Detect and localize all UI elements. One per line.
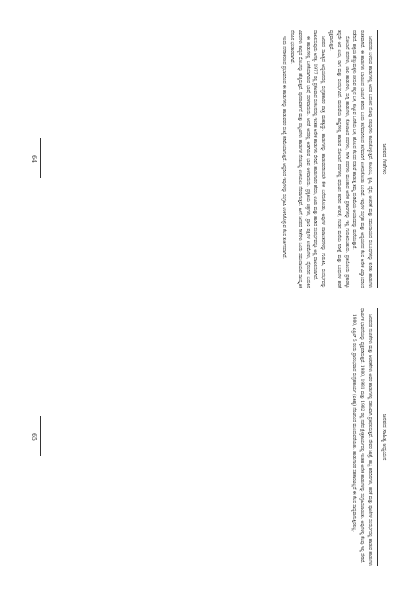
body-text	[279, 30, 373, 288]
body-text	[350, 308, 373, 566]
paragraph: ಸೋಬಾನೆ ಪದಗಳು, ಲಾಲಿ ಹಾಡುಗಳು, ಸುಗ್ಗಿ ಹಾಡುಗಳು, ಕೋಲಾಟದ ಪದಗಳು, ಗೀಗೀ ಪದಗಳು ಮುಂತಾದ ಅನೇಕ ಪ್ರಕಾರಗಳನ್ನು ಇಲ್ಲಿ ಗುರುತಿಸಬಹುದು. ಪ್ರತಿಯೊಂದು ಪ್ರಕಾರಕ್ಕೂ ತನ್ನದೇ ಆದ ಲಯ, ರಾಗ ಮತ್ತು ಸಂದರ್ಭವಿದೆ. ಮದುವೆಯ ಶಾಸ್ತ್ರಗಳಲ್ಲಿ ಹಾಡುವ ಸೋಬಾನೆ ಪದಗಳಲ್ಲಿ ವಧುವಿನ ತವರಿನ ಅಗಲಿಕೆ, ಗಂಡನ ಮನೆಯ ನಿರೀಕ್ಷೆ ಮತ್ತು ಬಂಧುಗಳ ಹರಕೆ ವ್ಯಕ್ತವಾಗುತ್ತವೆ.	[328, 30, 349, 288]
gutter	[24, 292, 390, 304]
page-number: 65	[30, 433, 37, 441]
right-page	[24, 306, 390, 568]
left-page	[24, 28, 390, 290]
page-number: 64	[30, 155, 37, 163]
running-header: ಜನಪದ ಸಾಹಿತ್ಯ ಅಧ್ಯಯನ	[381, 413, 387, 461]
paragraph: ಜನಪದ ಸಾಹಿತ್ಯದ ಅಧ್ಯಯನದಲ್ಲಿ ಸಂಗ್ರಹಕಾರರ ಪಾತ್ರ ಮಹತ್ವದ್ದು. ಹಾಡುಗಳನ್ನು ಹಾಡುವವರಿಂದಲೇ ಕೇಳಿ ಬರೆದುಕೊಂಡು, ಅವುಗಳ ಪಾಠಾಂತರಗಳನ್ನು ಗುರುತಿಸಿ, ಸಂದರ್ಭವನ್ನು ದಾಖಲಿಸುವುದು ಅಗತ್ಯ. 1977 ರಲ್ಲಿ ಪ್ರಕಟವಾದ ಸಂಕಲನದಲ್ಲಿ ಇಂತಹ ಅನೇಕ ಹಾಡುಗಳು ಸೇರಿವೆ. ಹಾಡುಗಾರರ ಹೆಸರು, ಊರು ಮತ್ತು ಹಾಡಿದ ಸಂದರ್ಭವನ್ನೂ ಅಲ್ಲಿ ದಾಖಲಿಸಲಾಗಿದೆ.	[312, 30, 326, 288]
folio-rule	[40, 138, 41, 178]
paragraph: ಈ ಹಾಡುಗಳಲ್ಲಿ ಬಳಕೆಯಾಗಿರುವ ಭಾಷೆ ಸರಳವಾದುದು. ಆದರೆ ಅದರಲ್ಲಿ ಅಡಗಿರುವ ಭಾವ ಆಳವಾದುದು. ಪ್ರಕೃತಿಯ ಚಿತ್ರಗಳು, ಪ್ರಾಣಿ ಪಕ್ಷಿಗಳ ಉಪಮೆಗಳು, ದೈನಂದಿನ ಬದುಕಿನ ವಿವರಗಳು ಕಾವ್ಯದ ಸೊಬಗನ್ನು ಹೆಚ್ಚಿಸುತ್ತವೆ. ಪುನರಾವರ್ತನೆ ಮತ್ತು ಪಲ್ಲವಿಗಳು ಹಾಡುಗಳ ನೆನಪಿನಲ್ಲಿ ಉಳಿಯಲು ನೆರವಾಗುತ್ತವೆ. ಹೀಗೆ ಜನಪದ ಗೀತೆಗಳು ಒಂದು ಸಮುದಾಯದ ಸಾಂಸ್ಕೃತಿಕ ನೆನಪಿನ ಭಂಡಾರವಾಗಿವೆ.	[289, 30, 310, 288]
rotated-scan	[24, 28, 390, 568]
running-header: ಜನಪದ ಗೀತೆಗಳು	[381, 143, 387, 175]
paragraph: ಇಂದು ನಗರೀಕರಣದ ಪ್ರಭಾವದಿಂದ ಈ ಹಾಡುಗಳನ್ನು ಹಾಡುವವರ ಸಂಖ್ಯೆ ಕಡಿಮೆಯಾಗುತ್ತಿದೆ. ಆದ್ದರಿಂದ ಇವುಗಳನ್ನು ಸಂಗ್ರಹಿಸಿ ಉಳಿಸಿಕೊಳ್ಳುವ ಕೆಲಸ ತುರ್ತಿನದಾಗಿದೆ.	[281, 36, 287, 259]
paragraph: ಜನಪದರು ಬಳಸುವ ಹಾಡುಗಳಲ್ಲಿ ಅವರ ಬದುಕಿನ ನೋವು ನಲಿವುಗಳು ಕಾಣಿಸಿಕೊಳ್ಳುತ್ತವೆ. ಕುಟುಂಬ, ಕೃಷಿ, ದೈವ, ಆಚರಣೆ ಮತ್ತು ಸಮುದಾಯದ ಸಂಬಂಧಗಳನ್ನು ಕುರಿತು ಹಾಡುಗಳು ರಚಿತವಾಗಿವೆ. ಈ ಹಾಡುಗಳು ಬಾಯಿಂದ ಬಾಯಿಗೆ ಹರಿದು ಬಂದು ತಲೆಮಾರಿನಿಂದ ತಲೆಮಾರಿಗೆ ಉಳಿದುಕೊಂಡು ಬಂದಿವೆ. ಇವುಗಳ ಸಂಗ್ರಹ ಮತ್ತು ಅಧ್ಯಯನದ ಕೆಲಸ ಅನೇಕ ವಿದ್ವಾಂಸರಿಂದ ನಡೆದಿದೆ. ಹಳ್ಳಿಯ ಹೆಣ್ಣುಮಕ್ಕಳು ಬೀಸುವ ಕಲ್ಲಿನ ಬಳಿ, ಕುಟ್ಟುವ ಒನಕೆಯ ಬಳಿ, ಹೊಲದ ಕೆಲಸದ ನಡುವೆ ಹಾಡುತ್ತ ತಮ್ಮ ದುಡಿಮೆಯ ಆಯಾಸವನ್ನು ಮರೆಯುತ್ತಾರೆ.	[351, 30, 372, 288]
folio-rule	[40, 416, 41, 456]
paragraph: ಜನಪದರ ನಂಬಿಕೆಗಳು ಮತ್ತು ಆಚರಣೆಗಳು ಅವರ ಹಾಡುಗಳಲ್ಲಿ ಸಹಜವಾಗಿ ಪ್ರತಿಫಲಿಸುತ್ತವೆ. ದೇವರ ಜಾತ್ರೆ, ಹಬ್ಬ ಹರಿದಿನಗಳು, ಹರಕೆ ಮತ್ತು ಪೂಜೆಗಳ ಸಂದರ್ಭದಲ್ಲಿ ಹಾಡುವ ಹಾಡುಗಳು ಧಾರ್ಮಿಕ ಭಾವನೆಯನ್ನು ವ್ಯಕ್ತಪಡಿಸುತ್ತವೆ. 1980, 1981 ಮತ್ತು 1982 ರಲ್ಲಿ ನಡೆದ ಕ್ಷೇತ್ರಕಾರ್ಯದಲ್ಲಿ ಇಂತಹ ಅನೇಕ ಹಾಡುಗಳನ್ನು ಸಂಗ್ರಹಿಸಲಾಯಿತು. ಅವುಗಳಲ್ಲಿ ಕೆಲವು ಇಲ್ಲಿ ಸೇರಿವೆ.	[359, 308, 372, 566]
paragraph: 1980, ಏಪ್ರಿಲ್ 5 ರಂದು ಪ್ರಾರಂಭವಾದ ಸಂಗ್ರಹಕಾರ್ಯ (ಐತಿಹ್ಯ) ನೆರವಿನಿಂದ ಮುಂದುವರೆಯಿತು. ಹಾಡುಗಾರರ ಸಹಕಾರವಿಲ್ಲದೆ ಈ ಕೆಲಸ ಸಾಧ್ಯವಾಗುತ್ತಿರಲಿಲ್ಲ.	[351, 314, 357, 532]
